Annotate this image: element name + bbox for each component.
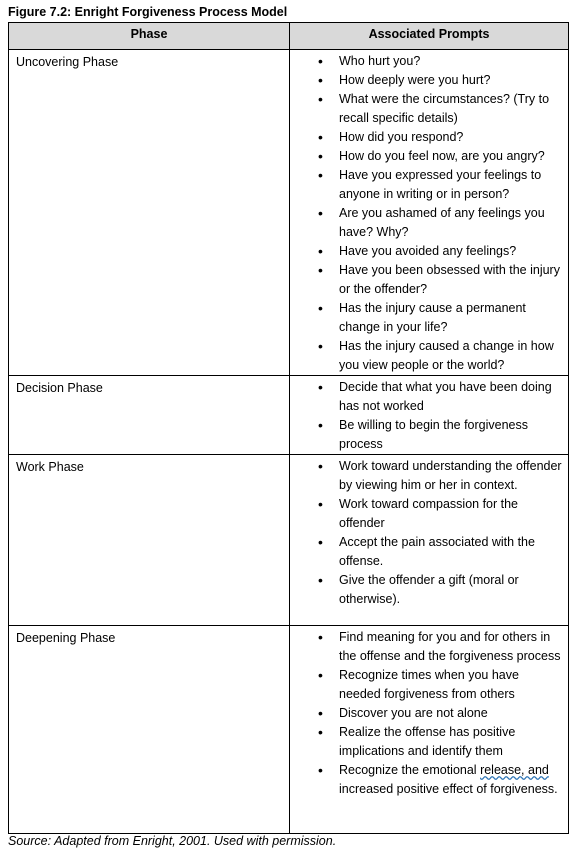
prompt-item: • How do you feel now, are you angry? <box>294 147 564 166</box>
prompt-item: • Be willing to begin the forgiveness process <box>294 416 564 454</box>
prompt-item: • Decide that what you have been doing has not worked <box>294 378 564 416</box>
source-note: Source: Adapted from Enright, 2001. Used with permission. <box>8 834 337 848</box>
prompt-item: • Find meaning for you and for others in the offense and the forgiveness process <box>294 628 564 666</box>
prompt-item: • Give the offender a gift (moral or otherwise). <box>294 571 564 609</box>
prompts-cell <box>290 455 569 626</box>
table-row-decision <box>9 376 569 455</box>
prompt-item: • What were the circumstances? (Try to recall specific details) <box>294 90 564 128</box>
prompt-item: • How did you respond? <box>294 128 564 147</box>
forgiveness-model-table <box>8 22 569 834</box>
prompt-item: • Have you expressed your feelings to anyone in writing or in person? <box>294 166 564 204</box>
prompt-item: • Accept the pain associated with the offense. <box>294 533 564 571</box>
header-phase: Phase <box>9 23 290 50</box>
prompt-item: • Have you avoided any feelings? <box>294 242 564 261</box>
prompts-cell <box>290 376 569 455</box>
prompt-item: • Recognize times when you have needed forgiveness from others <box>294 666 564 704</box>
header-associated-prompts: Associated Prompts <box>290 23 569 50</box>
table-row-work <box>9 455 569 626</box>
prompt-list <box>294 378 564 454</box>
prompt-item: • Realize the offense has positive implications and identify them <box>294 723 564 761</box>
underlined-text: release, and <box>480 763 549 777</box>
phase-cell: Uncovering Phase <box>9 50 290 376</box>
prompt-item: • How deeply were you hurt? <box>294 71 564 90</box>
prompt-item: • Work toward understanding the offender by viewing him or her in context. <box>294 457 564 495</box>
table-row-deepening <box>9 626 569 834</box>
prompt-list <box>294 457 564 609</box>
table-row-uncovering <box>9 50 569 376</box>
prompt-list <box>294 628 564 799</box>
phase-cell: Work Phase <box>9 455 290 626</box>
phase-cell: Decision Phase <box>9 376 290 455</box>
prompt-text: increased positive effect of forgiveness. <box>339 782 558 796</box>
prompt-text: Recognize the emotional <box>339 763 481 777</box>
prompt-item <box>294 761 564 799</box>
prompt-item: • Have you been obsessed with the injury or the offender? <box>294 261 564 299</box>
prompt-item: • Has the injury cause a permanent change in your life? <box>294 299 564 337</box>
prompt-item: • Has the injury caused a change in how you view people or the world? <box>294 337 564 375</box>
figure-title: Figure 7.2: Enright Forgiveness Process Model <box>8 5 288 19</box>
prompts-cell <box>290 50 569 376</box>
prompt-item: • Who hurt you? <box>294 52 564 71</box>
prompt-item: • Discover you are not alone <box>294 704 564 723</box>
phase-cell: Deepening Phase <box>9 626 290 834</box>
prompt-item: • Are you ashamed of any feelings you have? Why? <box>294 204 564 242</box>
prompt-list <box>294 52 564 375</box>
table-header-row <box>9 23 569 50</box>
prompt-item: • Work toward compassion for the offender <box>294 495 564 533</box>
prompts-cell <box>290 626 569 834</box>
